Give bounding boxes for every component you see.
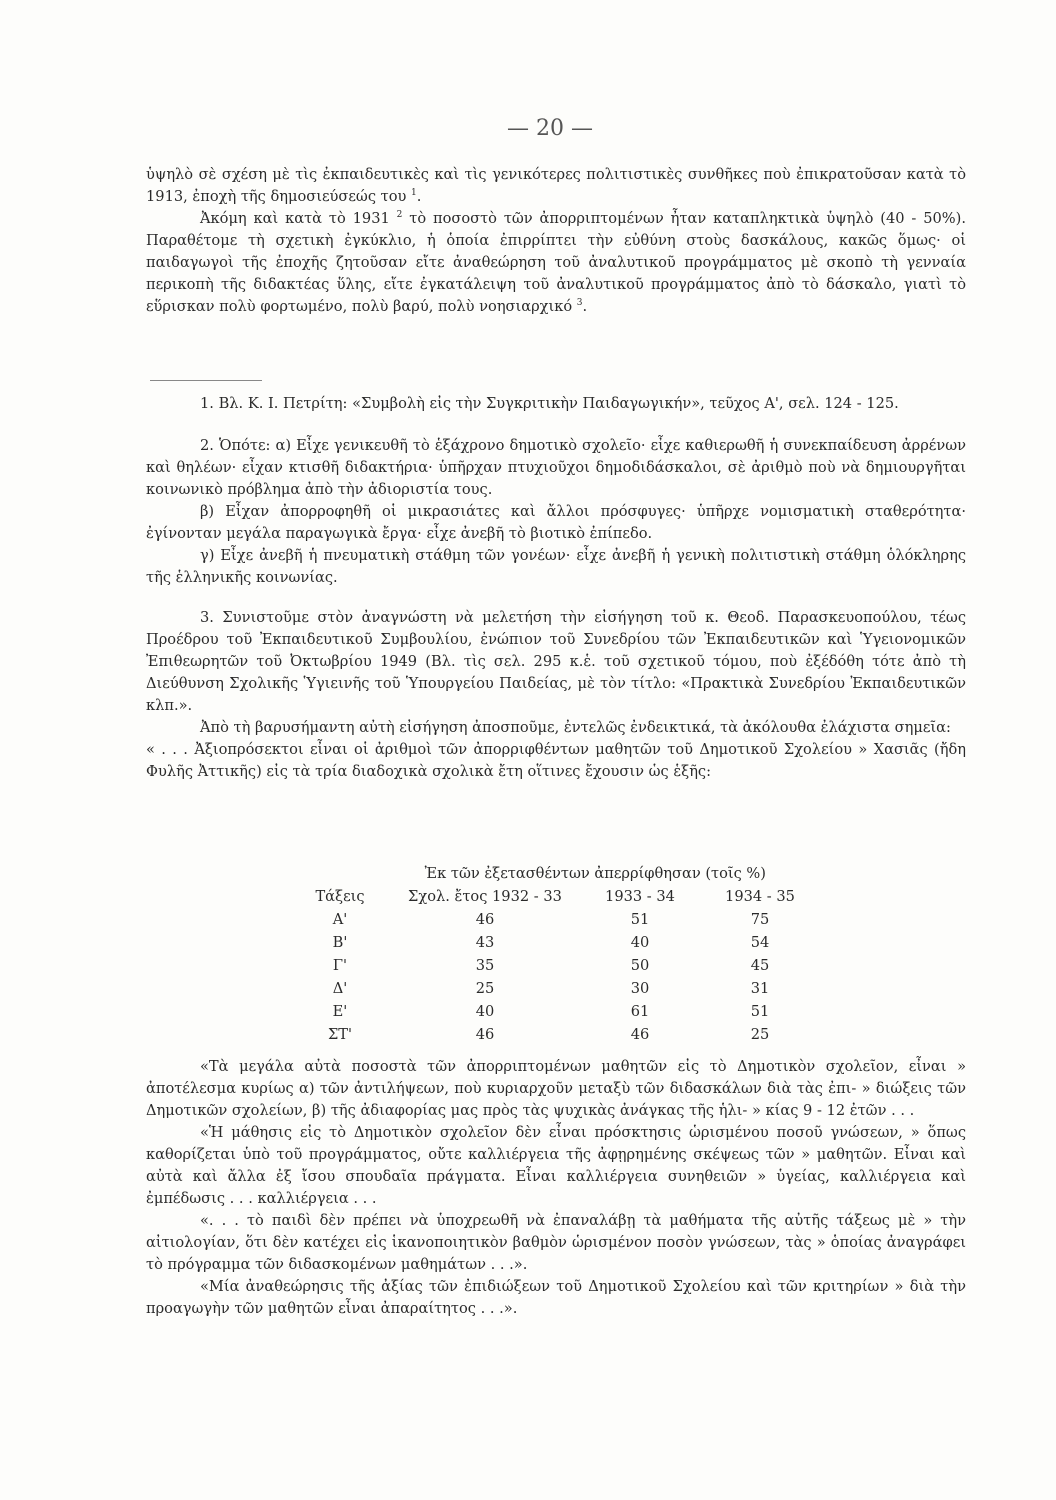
page-number: — 20 — [507,116,593,141]
footnote-3b: Ἀπὸ τὴ βαρυσήμαντη αὐτὴ εἰσήγηση ἀποσποῦμε, ἐντελῶς ἐνδεικτικά, τὰ ἀκόλουθα ἐλάχιστα σημεῖα: [200,719,951,736]
footnote-3c: « . . . Ἀξιοπρόσεκτοι εἶναι οἱ ἀριθμοὶ τῶν ἀπορριφθέντων μαθητῶν τοῦ Δημοτικοῦ Σχολείου » Χασιᾶς (ἤδη Φυλῆς Ἀττικῆς) εἰς τὰ τρία διαδοχικὰ σχολικὰ ἔτη οἵτινες ἔχουσιν ὡς ἑξῆς: [146,741,966,780]
table-cell: Γ' [332,957,348,974]
table-cell: ΣΤ' [327,1026,353,1043]
table-cell: Α' [332,911,348,928]
rejection-rates-table [290,861,820,1046]
footnote-2a: 2. Ὁπότε: α) Εἶχε γενικευθῆ τὸ ἑξάχρονο δημοτικὸ σχολεῖο· εἶχε καθιερωθῆ ἡ συνεκπαίδευση ἀρρένων καὶ θηλέων· εἶχαν κτισθῆ διδακτήρια· ὑπῆρχαν πτυχιοῦχοι δημοδιδάσκαλοι, σὲ ἀριθμὸ ποὺ νὰ δημιουργῆται κοινωνικὸ πρόβλημα ἀπὸ τὴν ἀδιοριστία τους. [146,437,966,498]
table-cell: 31 [750,980,770,997]
footnote-separator [150,380,262,381]
paragraph-1 [146,164,966,208]
table-cell: 51 [630,911,650,928]
table-cell: 51 [750,1003,770,1020]
footnote-ref-3[interactable]: 3 [576,298,583,309]
table-cell: 61 [630,1003,650,1020]
table-cell: Δ' [332,980,348,997]
table-cell: 54 [750,934,770,951]
table-header: 1934 - 35 [725,888,795,905]
table-row [290,977,820,1000]
paragraph-1-end: . [416,188,422,205]
table-cell: 40 [630,934,650,951]
paragraph-2-start: Ἀκόμη καὶ κατὰ τὸ 1931 [200,210,390,227]
table-cell: 50 [630,957,650,974]
quote-2: «Ἡ μάθησις εἰς τὸ Δημοτικὸν σχολεῖον δὲν εἶναι πρόσκτησις ὡρισμένου ποσοῦ γνώσεων, » ὅπως καθορίζεται ὑπὸ τοῦ προγράμματος, οὔτε καλλιέργεια τῆς ἀφῃρημένης σκέψεως τῶν » μαθητῶν. Εἶναι καὶ αὐτὰ καὶ ἄλλα ἐξ ἴσου σπουδαῖα πράγματα. Εἶναι καλλιέργεια συνηθειῶν » ὑγείας, καλλιέργεια καὶ ἐμπέδωσις . . . καλλιέργεια . . . [146,1124,966,1207]
table-cell: 43 [475,934,495,951]
table-header: Τάξεις [315,888,365,905]
quote-3: «. . . τὸ παιδὶ δὲν πρέπει νὰ ὑποχρεωθῆ νὰ ἐπαναλάβῃ τὰ μαθήματα τῆς αὐτῆς τάξεως μὲ » τὴν αἰτιολογίαν, ὅτι δὲν κατέχει εἰς ἱκανοποιητικὸν βαθμὸν ὡρισμένον ποσὸν γνώσεων, τὰς » ὁποίας ἀναγράφει τὸ πρόγραμμα τῶν διδασκομένων μαθημάτων . . .». [146,1212,966,1273]
table-header: 1933 - 34 [605,888,675,905]
paragraph-1-text: ὑψηλὸ σὲ σχέση μὲ τὶς ἐκπαιδευτικὲς καὶ τὶς γενικότερες πολιτιστικὲς συνθῆκες ποὺ ἐπικρατοῦσαν κατὰ τὸ 1913, ἐποχὴ τῆς δημοσιεύσεώς του [146,166,966,205]
paragraph-2-end: . [582,298,588,315]
footnote-ref-2[interactable]: 2 [396,210,403,221]
quotations [146,1056,966,1320]
paragraph-2 [146,208,966,318]
table-cell: 46 [475,1026,495,1043]
table-cell: 45 [750,957,770,974]
footnote-2c: γ) Εἶχε ἀνεβῆ ἡ πνευματικὴ στάθμη τῶν γονέων· εἶχε ἀνεβῆ ἡ γενικὴ πολιτιστικὴ στάθμη ὁλόκληρης τῆς ἑλληνικῆς κοινωνίας. [146,547,966,586]
footnote-ref-1[interactable]: 1 [411,188,417,199]
table-cell: 40 [475,1003,495,1020]
table-cell: 25 [475,980,495,997]
table-cell: 25 [750,1026,770,1043]
footnote-1: 1. Βλ. Κ. Ι. Πετρίτη: «Συμβολὴ εἰς τὴν Συγκριτικὴν Παιδαγωγικήν», τεῦχος Α', σελ. 124 - 125. [200,395,899,412]
main-text [146,164,966,318]
quote-1: «Τὰ μεγάλα αὐτὰ ποσοστὰ τῶν ἀπορριπτομένων μαθητῶν εἰς τὸ Δημοτικὸν σχολεῖον, εἶναι » ἀποτέλεσμα κυρίως α) τῶν ἀντιλήψεων, ποὺ κυριαρχοῦν μεταξὺ τῶν διδασκάλων διὰ τὰς ἐπι- » διώξεις τῶν Δημοτικῶν σχολείων, β) τῆς ἀδιαφορίας μας πρὸς τὰς ψυχικὰς ἀνάγκας τῆς ἡλι- » κίας 9 - 12 ἐτῶν . . . [146,1058,966,1119]
table-cell: 46 [475,911,495,928]
quote-4: «Μία ἀναθεώρησις τῆς ἀξίας τῶν ἐπιδιώξεων τοῦ Δημοτικοῦ Σχολείου καὶ τῶν κριτηρίων » διὰ τὴν προαγωγὴν τῶν μαθητῶν εἶναι ἀπαραίτητος . . .». [146,1278,966,1317]
table-row [290,1000,820,1023]
table-caption: Ἐκ τῶν ἐξετασθέντων ἀπερρίφθησαν (τοῖς %) [424,864,766,882]
table-cell: 30 [630,980,650,997]
table-cell: 46 [630,1026,650,1043]
footnote-2b: β) Εἶχαν ἀπορροφηθῆ οἱ μικρασιάτες καὶ ἄλλοι πρόσφυγες· ὑπῆρχε νομισματικὴ σταθερότητα· ἐγίνονταν μεγάλα παραγωγικὰ ἔργα· εἶχε ἀνεβῆ τὸ βιοτικὸ ἐπίπεδο. [146,503,966,542]
footnotes [146,393,966,783]
paragraph-2-body: τὸ ποσοστὸ τῶν ἀπορριπτομένων ἦταν καταπληκτικὰ ὑψηλὸ (40 - 50%). Παραθέτομε τὴ σχετικὴ ἐγκύκλιο, ἡ ὁποία ἐπιρρίπτει τὴν εὐθύνη στοὺς δασκάλους, κακῶς ὅμως· οἱ παιδαγωγοὶ τῆς ἐποχῆς ζητοῦσαν εἴτε ἀναθεώρηση τοῦ ἀναλυτικοῦ προγράμματος μὲ σκοπὸ τὴ γενναία περικοπὴ τῆς διδακτέας ὕλης, εἴτε ἐγκατάλειψη τοῦ ἀναλυτικοῦ προγράμματος ἀπὸ τὸ δάσκαλο, γιατὶ τὸ εὕρισκαν πολὺ φορτωμένο, πολὺ βαρύ, πολὺ νοησιαρχικό [146,210,967,315]
table-cell: 75 [750,911,770,928]
table-row [290,954,820,977]
table-cell: 35 [475,957,495,974]
table-cell: Ε' [332,1003,348,1020]
table-cell: Β' [332,934,348,951]
table-header: Σχολ. ἔτος 1932 - 33 [408,888,562,905]
table-row [290,931,820,954]
table-header-row [290,885,820,908]
table-row [290,908,820,931]
table-row [290,1023,820,1046]
footnote-3a: 3. Συνιστοῦμε στὸν ἀναγνώστη νὰ μελετήση τὴν εἰσήγηση τοῦ κ. Θεοδ. Παρασκευοπούλου, τέως Προέδρου τοῦ Ἐκπαιδευτικοῦ Συμβουλίου, ἐνώπιον τοῦ Συνεδρίου τῶν Ἐκπαιδευτικῶν καὶ Ὑγειονομικῶν Ἐπιθεωρητῶν τοῦ Ὀκτωβρίου 1949 (Βλ. τὶς σελ. 295 κ.ἑ. τοῦ σχετικοῦ τόμου, ποὺ ἐξέδόθη τότε ἀπὸ τὴ Διεύθυνση Σχολικῆς Ὑγιεινῆς τοῦ Ὑπουργείου Παιδείας, μὲ τὸν τίτλο: «Πρακτικὰ Συνεδρίου Ἐκπαιδευτικῶν κλπ.». [146,609,966,714]
